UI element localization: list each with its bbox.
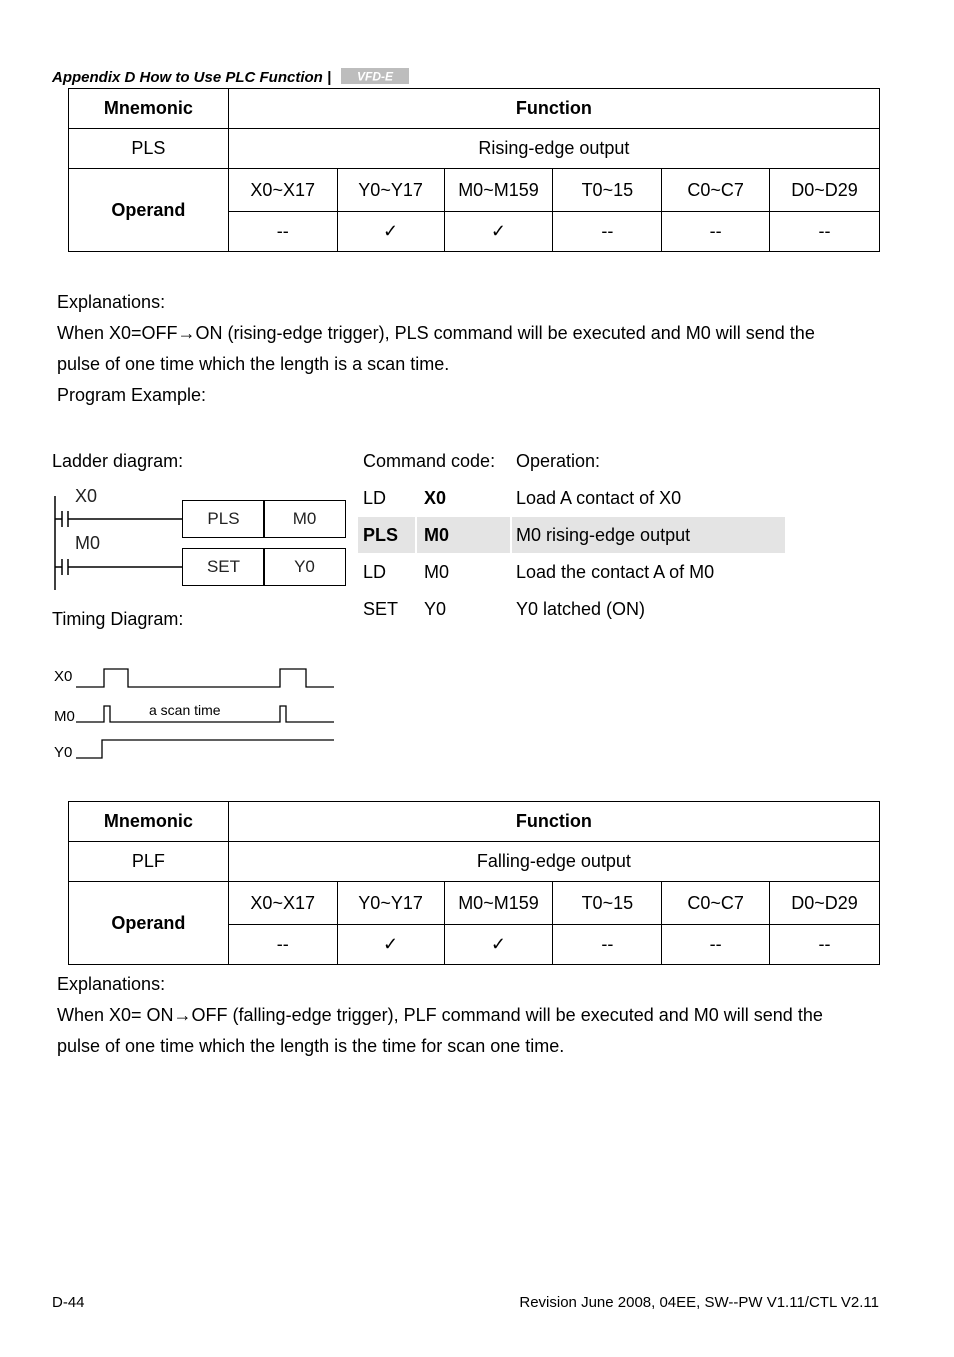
ladder-diagram-label: Ladder diagram: bbox=[52, 451, 184, 471]
ladder-box-set-cmd: SET bbox=[182, 548, 265, 586]
ladder-box-set-device: Y0 bbox=[263, 548, 346, 586]
operand-cell: M0~M159 bbox=[444, 882, 553, 925]
operand-cell: Y0~Y17 bbox=[337, 169, 444, 212]
mnemonic-cell: PLF bbox=[69, 842, 229, 882]
mnemonic-cell: PLS bbox=[69, 129, 229, 169]
operand-cell: D0~D29 bbox=[770, 169, 880, 212]
explanation-line: When X0= ON→OFF (falling-edge trigger), PLF command will be executed and M0 will send the bbox=[57, 1005, 823, 1025]
explanations-section-2 bbox=[57, 969, 823, 1062]
operation-header: Operation: bbox=[516, 451, 601, 471]
pls-spec-table bbox=[68, 88, 880, 252]
ladder-box-pls-cmd: PLS bbox=[182, 500, 265, 538]
function-cell: Rising-edge output bbox=[228, 129, 879, 169]
ladder-diagram bbox=[52, 484, 352, 594]
operand-cell: X0~X17 bbox=[228, 169, 337, 212]
command-operation: Y0 latched (ON) bbox=[516, 599, 646, 619]
support-cell: -- bbox=[553, 925, 662, 965]
timing-diagram bbox=[50, 660, 340, 770]
support-cell: -- bbox=[228, 925, 337, 965]
page-header bbox=[52, 68, 409, 86]
checkmark-icon: ✓ bbox=[337, 925, 444, 965]
row-divider bbox=[415, 517, 417, 553]
function-header: Function bbox=[228, 802, 879, 842]
vfd-e-logo bbox=[341, 68, 409, 84]
page-number: D-44 bbox=[52, 1294, 85, 1311]
command-code-header: Command code: bbox=[363, 451, 496, 471]
support-cell: -- bbox=[770, 925, 880, 965]
mnemonic-header: Mnemonic bbox=[69, 89, 229, 129]
svg-text:VFD-E: VFD-E bbox=[357, 69, 394, 84]
checkmark-icon: ✓ bbox=[444, 212, 553, 252]
operand-cell: C0~C7 bbox=[662, 882, 770, 925]
command-device: X0 bbox=[424, 488, 447, 508]
operand-cell: D0~D29 bbox=[770, 882, 880, 925]
operand-cell: T0~15 bbox=[553, 169, 662, 212]
header-title: Appendix D How to Use PLC Function | bbox=[52, 69, 332, 86]
command-device: M0 bbox=[424, 525, 450, 545]
command-device: M0 bbox=[424, 562, 450, 582]
checkmark-icon: ✓ bbox=[337, 212, 444, 252]
scan-time-annotation: a scan time bbox=[149, 702, 221, 718]
support-cell: -- bbox=[553, 212, 662, 252]
command-operation: Load A contact of X0 bbox=[516, 488, 682, 508]
operand-cell: C0~C7 bbox=[662, 169, 770, 212]
operand-label: Operand bbox=[69, 882, 229, 965]
contact-x0-label: X0 bbox=[75, 486, 98, 506]
timing-diagram-label: Timing Diagram: bbox=[52, 609, 184, 629]
command-device: Y0 bbox=[424, 599, 447, 619]
timing-x0-label: X0 bbox=[54, 668, 73, 685]
timing-y0-label: Y0 bbox=[54, 744, 73, 761]
operand-cell: Y0~Y17 bbox=[337, 882, 444, 925]
command-mnemonic: SET bbox=[363, 599, 399, 619]
timing-m0-label: M0 bbox=[54, 708, 75, 725]
function-header: Function bbox=[228, 89, 879, 129]
operand-cell: M0~M159 bbox=[444, 169, 553, 212]
checkmark-icon: ✓ bbox=[444, 925, 553, 965]
explanations-heading: Explanations: bbox=[57, 292, 166, 312]
command-mnemonic: LD bbox=[363, 562, 387, 582]
plf-spec-table bbox=[68, 801, 880, 965]
support-cell: -- bbox=[770, 212, 880, 252]
support-cell: -- bbox=[228, 212, 337, 252]
explanation-line: pulse of one time which the length is a scan time. bbox=[57, 354, 450, 374]
mnemonic-header: Mnemonic bbox=[69, 802, 229, 842]
program-example-heading: Program Example: bbox=[57, 385, 207, 405]
revision-info: Revision June 2008, 04EE, SW--PW V1.11/CTL V2.11 bbox=[519, 1294, 879, 1311]
command-operation: M0 rising-edge output bbox=[516, 525, 691, 545]
operand-label: Operand bbox=[69, 169, 229, 252]
explanations-section bbox=[57, 287, 815, 411]
explanation-line: When X0=OFF→ON (rising-edge trigger), PLS command will be executed and M0 will send the bbox=[57, 323, 815, 343]
command-mnemonic: PLS bbox=[363, 525, 399, 545]
contact-m0-label: M0 bbox=[75, 533, 101, 553]
command-operation: Load the contact A of M0 bbox=[516, 562, 715, 582]
operand-cell: X0~X17 bbox=[228, 882, 337, 925]
explanation-line: pulse of one time which the length is the time for scan one time. bbox=[57, 1036, 565, 1056]
function-cell: Falling-edge output bbox=[228, 842, 879, 882]
operand-cell: T0~15 bbox=[553, 882, 662, 925]
explanations-heading: Explanations: bbox=[57, 974, 166, 994]
support-cell: -- bbox=[662, 925, 770, 965]
command-mnemonic: LD bbox=[363, 488, 387, 508]
support-cell: -- bbox=[662, 212, 770, 252]
row-divider bbox=[510, 517, 512, 553]
ladder-box-pls-device: M0 bbox=[263, 500, 346, 538]
